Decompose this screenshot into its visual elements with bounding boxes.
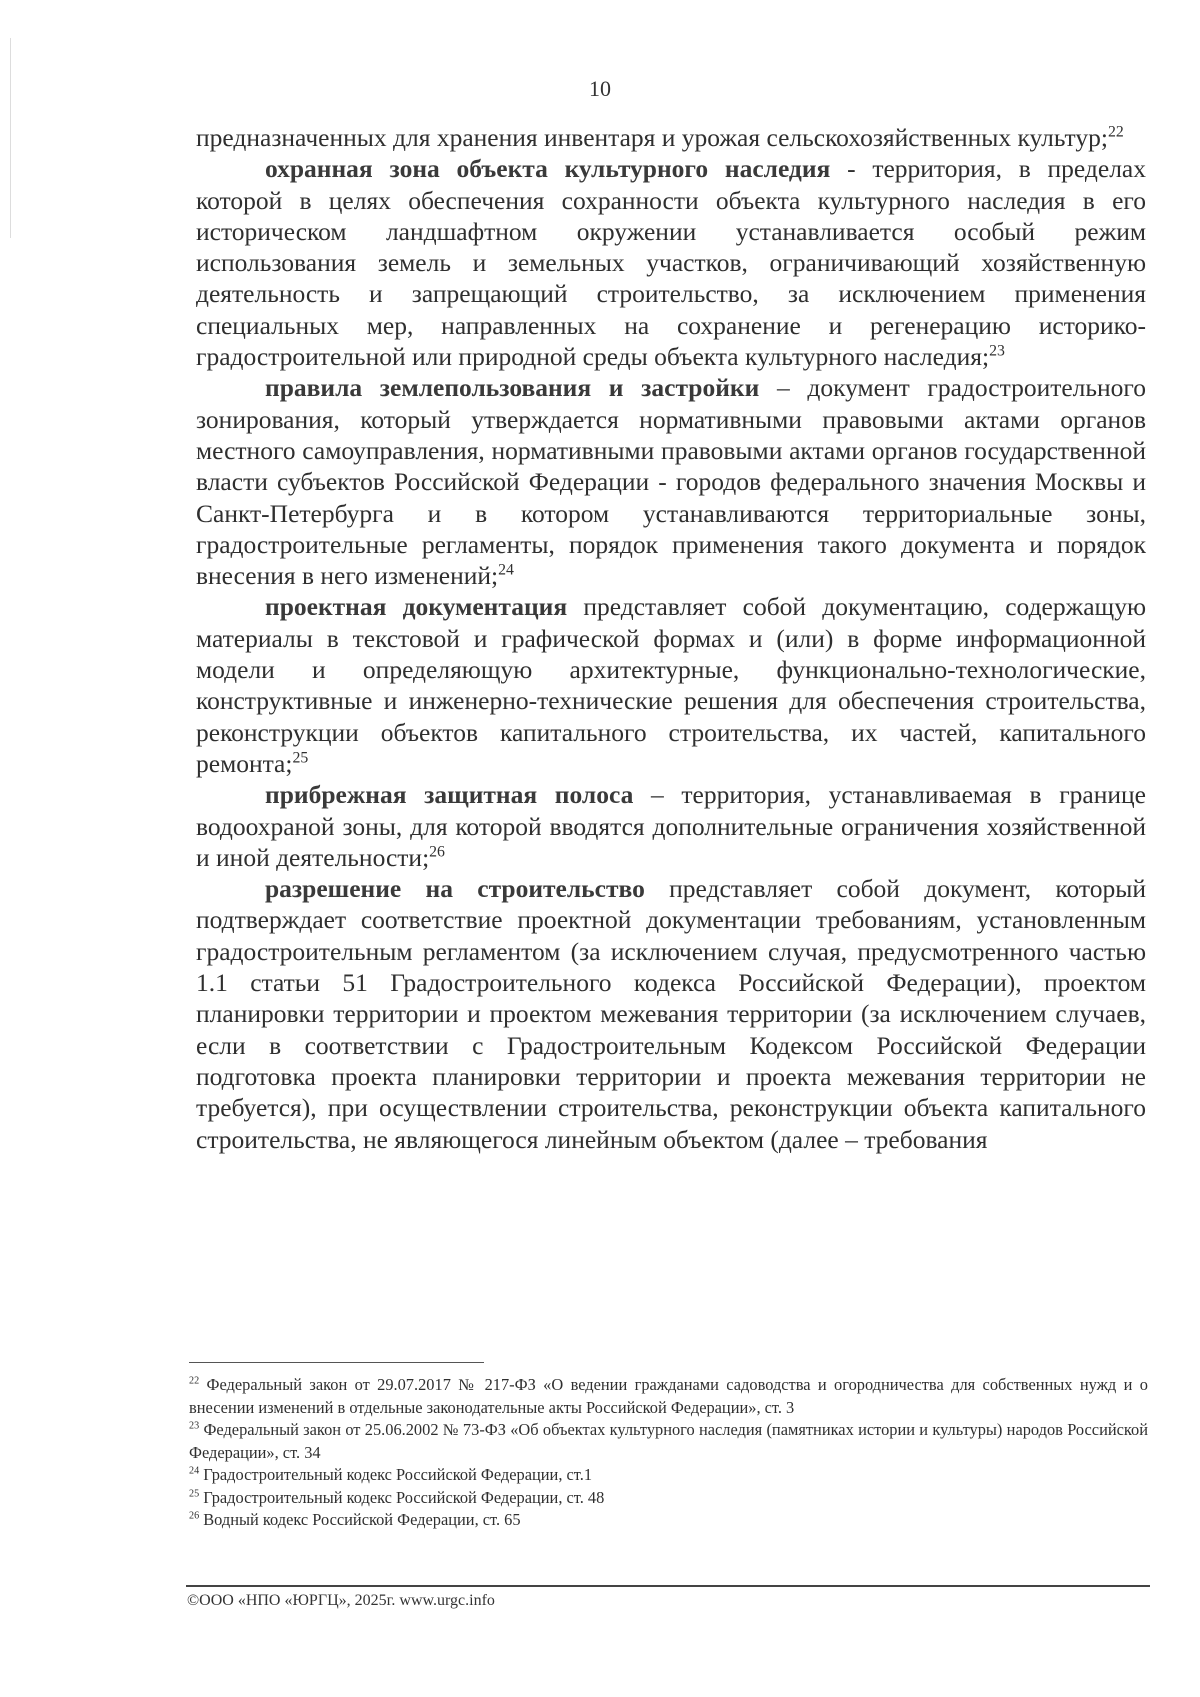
scan-edge-mark: [10, 38, 11, 238]
defined-term: правила землепользования и застройки: [265, 373, 760, 403]
defined-term: проектная документация: [265, 592, 568, 622]
footnote-separator: [189, 1362, 484, 1363]
footnote-number: 26: [189, 1510, 200, 1522]
footnote-ref[interactable]: 22: [1107, 123, 1124, 141]
footnote-item: [189, 1509, 1148, 1532]
footnote-ref[interactable]: 24: [498, 561, 514, 579]
definition-pravila-zemlepolzovaniya: [196, 372, 1146, 591]
footnote-number: 22: [189, 1375, 200, 1387]
footnote-item: [189, 1487, 1148, 1510]
defined-term: прибрежная защитная полоса: [265, 780, 634, 810]
definition-text: – документ градостроительного зонирования, который утверждается нормативными правовыми актами органов местного самоуправления, нормативными правовыми актами органов государственной власти субъектов Российской Федерации - городов федерального значения Москвы и Санкт-Петербурга и в котором устанавливаются территориальные зоны, градостроительные регламенты, порядок применения такого документа и порядок внесения в него изменений;: [196, 373, 1146, 591]
defined-term: разрешение на строительство: [265, 874, 645, 904]
definition-okhrannaya-zona: [196, 153, 1146, 372]
footnote-item: [189, 1374, 1148, 1419]
paragraph-continuation: [196, 122, 1146, 153]
definition-pribrezhnaya-polosa: [196, 779, 1146, 873]
footnote-ref[interactable]: 26: [429, 843, 445, 861]
footnote-ref[interactable]: 25: [292, 749, 309, 767]
definition-proektnaya-dokumentatsiya: [196, 591, 1146, 779]
footnote-text: Федеральный закон от 29.07.2017 № 217-ФЗ «О ведении гражданами садоводства и огородничества для собственных нужд и о внесении изменений в отдельные законодательные акты Российской Федерации», ст. 3: [189, 1375, 1148, 1417]
footnote-item: [189, 1464, 1148, 1487]
footnote-item: [189, 1419, 1148, 1464]
footnote-number: 25: [189, 1488, 200, 1500]
page-number: 10: [589, 76, 611, 101]
footnote-text: Федеральный закон от 25.06.2002 № 73-ФЗ «Об объектах культурного наследия (памятниках истории и культуры) народов Российской Федерации», ст. 34: [189, 1420, 1148, 1462]
footnotes: [189, 1374, 1148, 1532]
defined-term: охранная зона объекта культурного наследия: [265, 154, 831, 184]
footer-copyright: ©ООО «НПО «ЮРГЦ», 2025г. www.urgc.info: [187, 1592, 495, 1609]
footnote-text: Водный кодекс Российской Федерации, ст. 65: [199, 1510, 521, 1529]
footnote-text: Градостроительный кодекс Российской Федерации, ст.1: [199, 1465, 593, 1484]
paragraph-text: предназначенных для хранения инвентаря и урожая сельскохозяйственных культур;: [196, 123, 1108, 152]
definition-text: представляет собой документ, который подтверждает соответствие проектной документации требованиям, установленным градостроительным регламентом (за исключением случая, предусмотренного частью 1.1 статьи 51 Градостроительного кодекса Российской Федерации), проектом планировки территории и проектом межевания территории (за исключением случаев, если в соответствии с Градостроительным Кодексом Российской Федерации подготовка проекта планировки территории и проекта межевания территории не требуется), при осуществлении строительства, реконструкции объекта капитального строительства, не являющегося линейным объектом (далее – требования: [196, 874, 1146, 1154]
footnote-ref[interactable]: 23: [989, 342, 1005, 360]
definition-razreshenie-na-stroitelstvo: [196, 873, 1146, 1155]
definition-text: - территория, в пределах которой в целях обеспечения сохранности объекта культурного наследия в его историческом ландшафтном окружении устанавливается особый режим использования земель и земельных участков, ограничивающий хозяйственную деятельность и запрещающий строительство, за исключением применения специальных мер, направленных на сохранение и регенерацию историко-градостроительной или природной среды объекта культурного наследия;: [196, 154, 1146, 372]
footnote-text: Градостроительный кодекс Российской Федерации, ст. 48: [199, 1487, 605, 1507]
footnote-number: 24: [189, 1465, 200, 1477]
definition-text: представляет собой документацию, содержащую материалы в текстовой и графической формах и (или) в форме информационной модели и определяющую архитектурные, функционально-технологические, конструктивные и инженерно-технические решения для обеспечения строительства, реконструкции объектов капитального строительства, их частей, капитального ремонта;: [196, 592, 1146, 778]
definition-text: – территория, устанавливаемая в границе водоохраной зоны, для которой вводятся дополнительные ограничения хозяйственной и иной деятельности;: [196, 780, 1146, 872]
footnote-number: 23: [189, 1420, 200, 1432]
footer-separator: [186, 1585, 1150, 1587]
main-text: [196, 122, 1146, 1155]
